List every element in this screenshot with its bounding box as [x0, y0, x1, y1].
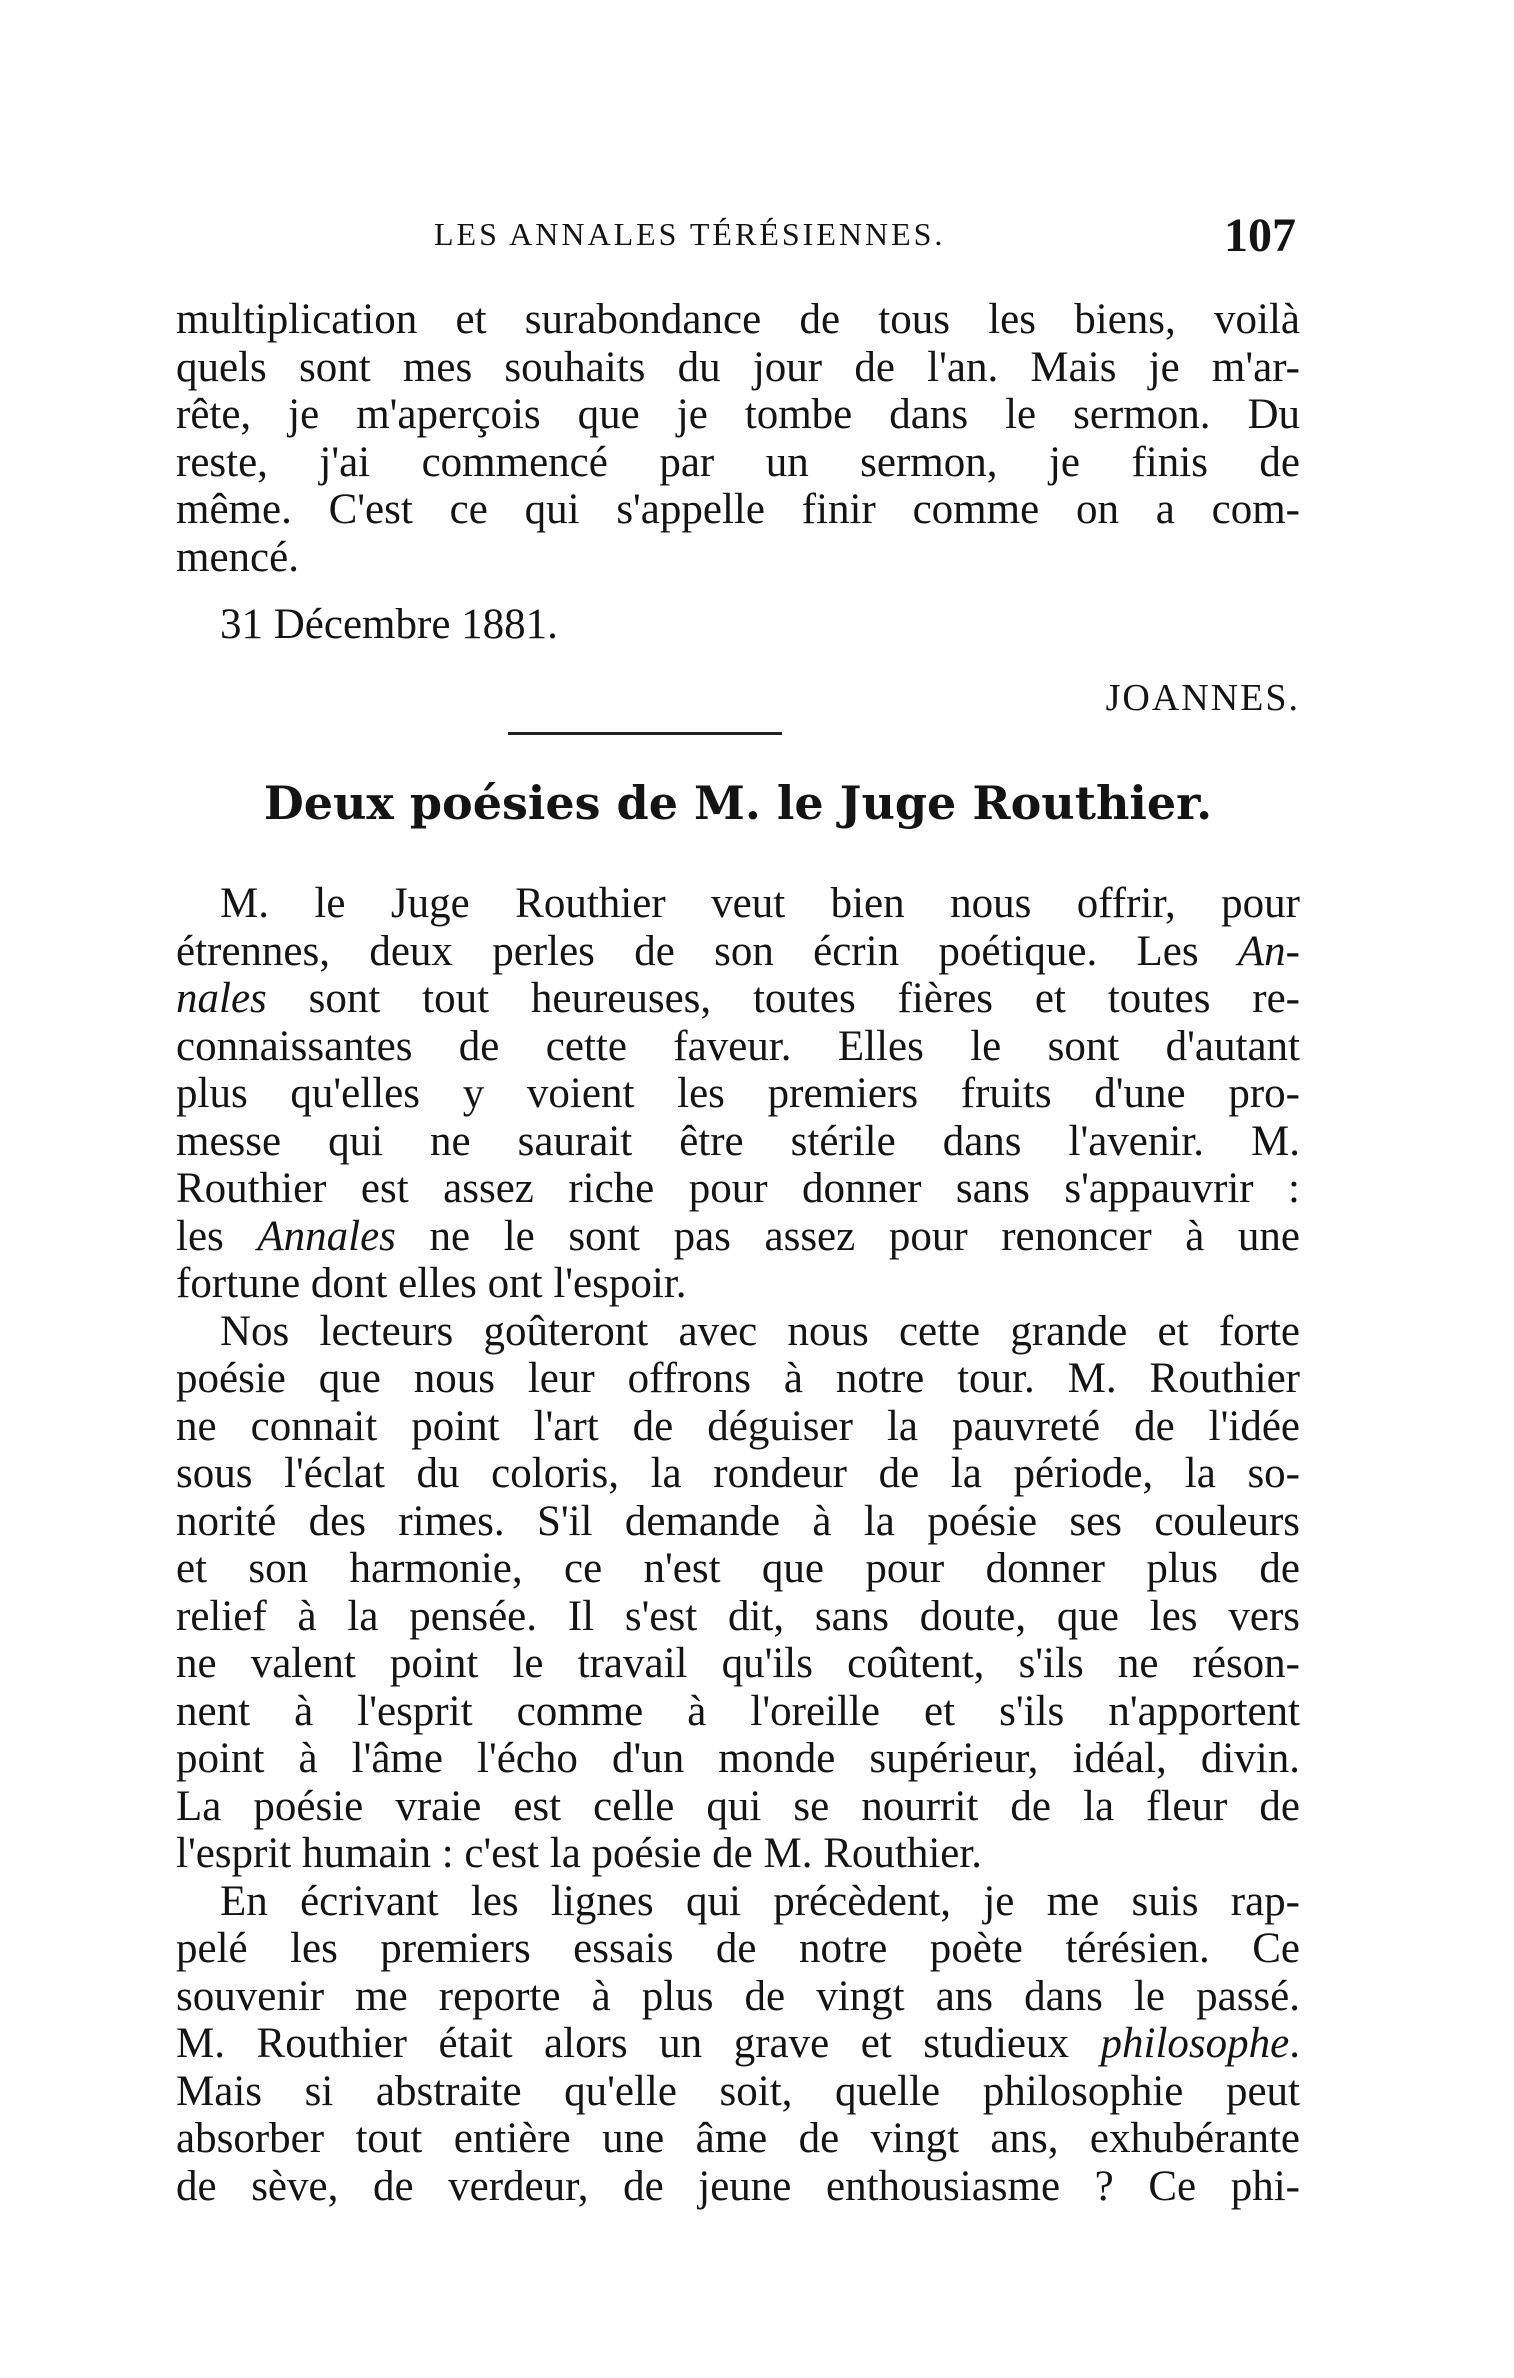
article-paragraph-1 [176, 880, 1300, 1308]
intro-paragraph [176, 296, 1300, 581]
text-line: nent à l'esprit comme à l'oreille et s'ils n'apportent [176, 1687, 1300, 1735]
text-line: sous l'éclat du coloris, la rondeur de la période, la so- [176, 1450, 1300, 1497]
text-line: En écrivant les lignes qui précèdent, je me suis rap- [220, 1877, 1300, 1925]
text-line: même. C'est ce qui s'appelle finir comme on a com- [176, 486, 1300, 533]
text-line: messe qui ne saurait être stérile dans l'avenir. M. [176, 1117, 1300, 1165]
text-line: ne connait point l'art de déguiser la pauvreté de l'idée [176, 1402, 1300, 1450]
text-line: pelé les premiers essais de notre poète térésien. Ce [176, 1925, 1300, 1972]
article-paragraph-3 [176, 1878, 1300, 2211]
text-line: M. le Juge Routhier veut bien nous offrir, pour [220, 880, 1300, 927]
text-line: fortune dont elles ont l'espoir. [176, 1260, 687, 1307]
text-line: souvenir me reporte à plus de vingt ans dans le passé. [176, 1972, 1300, 2020]
text-line: de sève, de verdeur, de jeune enthousiasme ? Ce phi- [176, 2162, 1300, 2210]
text-line: l'esprit humain : c'est la poésie de M. Routhier. [176, 1830, 983, 1877]
text-line: point à l'âme l'écho d'un monde supérieur, idéal, divin. [176, 1735, 1300, 1782]
text-line: poésie que nous leur offrons à notre tour. M. Routhier [176, 1355, 1300, 1402]
signature: JOANNES. [1105, 677, 1300, 719]
text-line: Nos lecteurs goûteront avec nous cette grande et forte [220, 1307, 1300, 1355]
text-line: plus qu'elles y voient les premiers fruits d'une pro- [176, 1070, 1300, 1117]
text-line: relief à la pensée. Il s'est dit, sans doute, que les vers [176, 1592, 1300, 1640]
text-line: rête, je m'aperçois que je tombe dans le sermon. Du [176, 391, 1300, 438]
running-header [176, 208, 1300, 268]
text-line: norité des rimes. S'il demande à la poésie ses couleurs [176, 1497, 1300, 1545]
text-line: ne valent point le travail qu'ils coûtent, s'ils ne réson- [176, 1640, 1300, 1687]
text-line: M. Routhier était alors un grave et studieux philosophe. [176, 2020, 1300, 2067]
text-line: absorber tout entière une âme de vingt ans, exhubérante [176, 2115, 1300, 2162]
text-line: Routhier est assez riche pour donner sans s'appauvrir : [176, 1165, 1300, 1212]
text-line: mencé. [176, 533, 299, 581]
text-line: et son harmonie, ce n'est que pour donner plus de [176, 1545, 1300, 1592]
section-divider [508, 732, 782, 735]
text-line: reste, j'ai commencé par un sermon, je finis de [176, 438, 1300, 486]
text-line: Mais si abstraite qu'elle soit, quelle philosophie peut [176, 2067, 1300, 2115]
text-line: connaissantes de cette faveur. Elles le sont d'autant [176, 1022, 1300, 1070]
text-line: étrennes, deux perles de son écrin poétique. Les An- [176, 927, 1300, 975]
text-line: nales sont tout heureuses, toutes fières et toutes re- [176, 975, 1300, 1022]
text-line: les Annales ne le sont pas assez pour renoncer à une [176, 1212, 1300, 1260]
dateline: 31 Décembre 1881. [220, 601, 558, 648]
text-line: multiplication et surabondance de tous les biens, voilà [176, 296, 1300, 343]
text-line: quels sont mes souhaits du jour de l'an. Mais je m'ar- [176, 343, 1300, 391]
article-paragraph-2 [176, 1308, 1300, 1878]
page-number: 107 [1224, 209, 1296, 262]
article-title: Deux poésies de M. le Juge Routhier. [263, 776, 1213, 830]
running-title: LES ANNALES TÉRÉSIENNES. [434, 216, 946, 252]
text-line: La poésie vraie est celle qui se nourrit de la fleur de [176, 1782, 1300, 1830]
